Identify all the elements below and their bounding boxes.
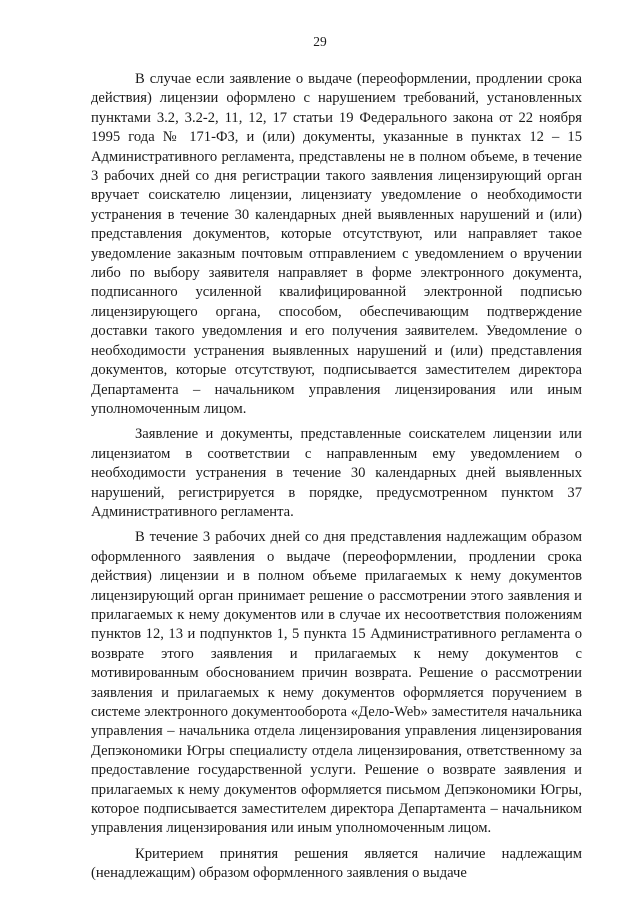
paragraph-decision-on-consideration: В течение 3 рабочих дней со дня представления надлежащим образом оформленного заявления о выдаче (переоформлении, продлении срока действия) лицензии и в полном объеме прилагаемых к нему документов лицензирующий орган принимает решение о рассмотрении этого заявления и прилагаемых к нему документов или в случае их несоответствия положениям пунктов 12, 13 и подпунктов 1, 5 пункта 15 Административного регламента о возврате этого заявления и прилагаемых к нему документов с мотивированным обоснованием причин возврата. Решение о рассмотрении заявления и прилагаемых к нему документов оформляется поручением в системе электронного документооборота «Дело-Web» заместителя начальника управления – начальника отдела лицензирования управления лицензирования Депэкономики Югры специалисту отдела лицензирования, ответственному за предоставление государственной услуги. Решение о возврате заявления и прилагаемых к нему документов оформляется письмом Депэкономики Югры, которое подписывается заместителем директора Департамента – начальником управления лицензирования или иным уполномоченным лицом. bbox=[91, 529, 582, 837]
page-number: 29 bbox=[313, 34, 327, 49]
paragraph-decision-criterion: Критерием принятия решения является наличие надлежащим (ненадлежащим) образом оформленного заявления о выдаче bbox=[91, 845, 582, 882]
paragraph-notice-of-violations: В случае если заявление о выдаче (переоформлении, продлении срока действия) лицензии оформлено с нарушением требований, установленных пунктами 3.2, 3.2-2, 11, 12, 17 статьи 19 Федерального закона от 22 ноября 1995 года № 171-ФЗ, и (или) документы, указанные в пунктах 12 – 15 Административного регламента, представлены не в полном объеме, в течение 3 рабочих дней со дня регистрации такого заявления лицензирующий орган вручает соискателю лицензии, лицензиату уведомление о необходимости устранения в течение 30 календарных дней выявленных нарушений и (или) представления документов, которые отсутствуют, или направляет такое уведомление заказным почтовым отправлением с уведомлением о вручении либо по выбору заявителя направляет в форме электронного документа, подписанного усиленной квалифицированной электронной подписью лицензирующего органа, способом, обеспечивающим подтверждение доставки такого уведомления и его получения заявителем. Уведомление о необходимости устранения выявленных нарушений и (или) представления документов, которые отсутствуют, подписывается заместителем директора Департамента – начальником управления лицензирования или иным уполномоченным лицом. bbox=[91, 71, 582, 417]
paragraph-registration-of-resubmission: Заявление и документы, представленные соискателем лицензии или лицензиатом в соответствии с направленным ему уведомлением о необходимости устранения в течение 30 календарных дней выявленных нарушений, регистрируется в порядке, предусмотренном пунктом 37 Административного регламента. bbox=[91, 426, 582, 520]
document-body bbox=[91, 70, 582, 890]
